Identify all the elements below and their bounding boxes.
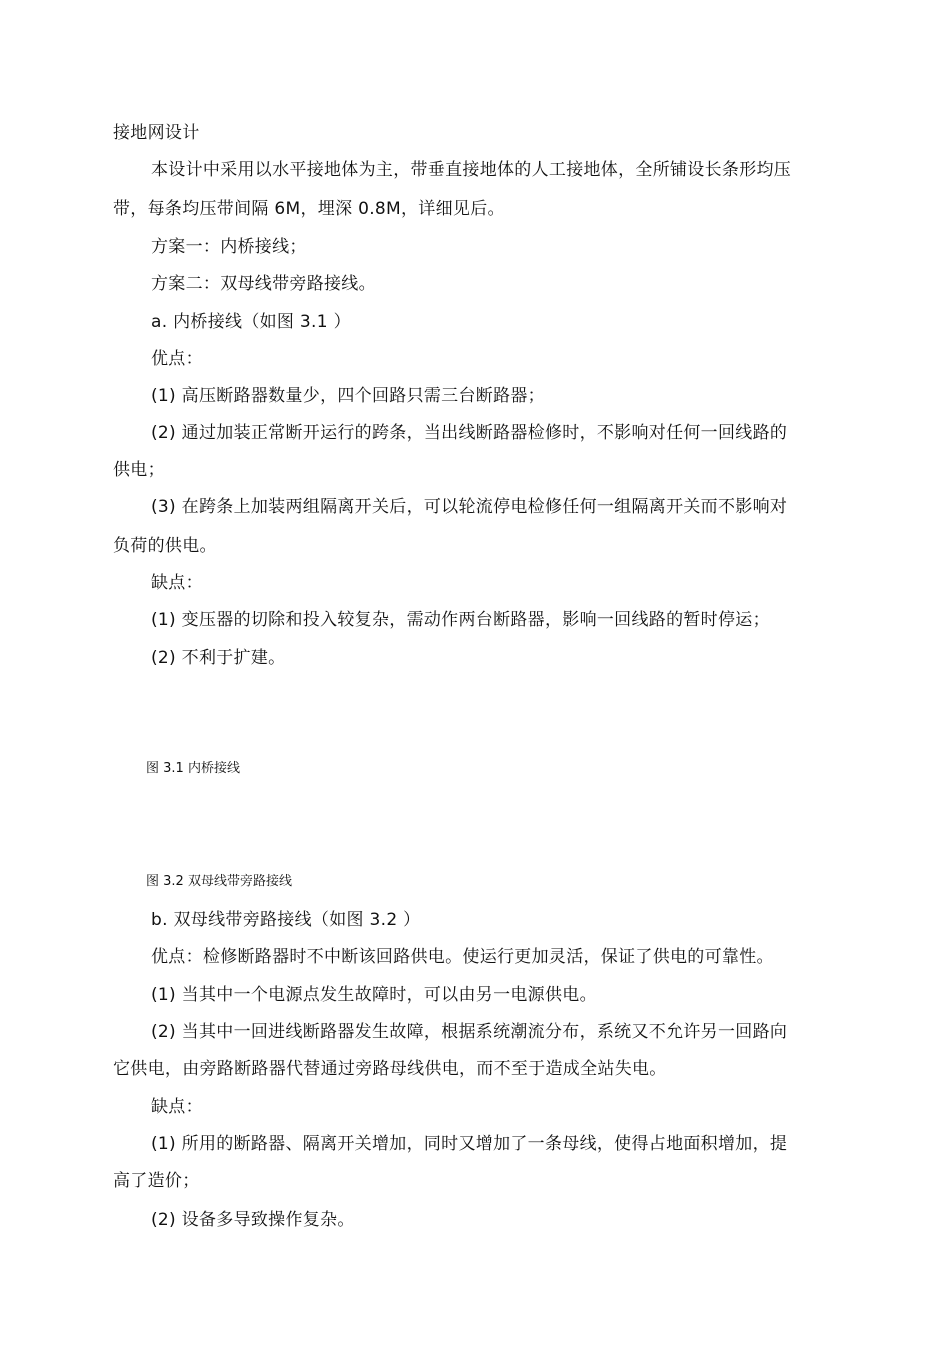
section-a-con-2: (2) 不利于扩建。 — [151, 648, 286, 668]
section-b-pros-line: 优点：检修断路器时不中断该回路供电。使运行更加灵活，保证了供电的可靠性。 — [151, 947, 774, 967]
section-heading: 接地网设计 — [113, 123, 200, 143]
section-a-pro-2-line-2: 供电； — [113, 460, 165, 480]
figure-3-2-caption: 图 3.2 双母线带旁路接线 — [146, 874, 292, 889]
section-b-pro-2-line-1: (2) 当其中一回进线断路器发生故障，根据系统潮流分布，系统又不允许另一回路向 — [151, 1022, 788, 1042]
section-b-pro-2-line-2: 它供电，由旁路断路器代替通过旁路母线供电，而不至于造成全站失电。 — [113, 1059, 667, 1079]
intro-paragraph-line-2: 带，每条均压带间隔 6M，埋深 0.8M，详细见后。 — [113, 199, 505, 219]
section-a-pro-3-line-1: (3) 在跨条上加装两组隔离开关后，可以轮流停电检修任何一组隔离开关而不影响对 — [151, 497, 788, 517]
section-b-con-1-line-1: (1) 所用的断路器、隔离开关增加，同时又增加了一条母线，使得占地面积增加，提 — [151, 1134, 788, 1154]
section-b-title: b. 双母线带旁路接线（如图 3.2 ） — [151, 910, 421, 930]
section-a-title: a. 内桥接线（如图 3.1 ） — [151, 312, 351, 332]
section-b-pro-1: (1) 当其中一个电源点发生故障时，可以由另一电源供电。 — [151, 985, 597, 1005]
section-a-pro-2-line-1: (2) 通过加装正常断开运行的跨条，当出线断路器检修时，不影响对任何一回线路的 — [151, 423, 788, 443]
section-a-pros-label: 优点： — [151, 349, 203, 369]
intro-paragraph-line-1: 本设计中采用以水平接地体为主，带垂直接地体的人工接地体，全所铺设长条形均压 — [151, 160, 792, 180]
section-a-con-1: (1) 变压器的切除和投入较复杂，需动作两台断路器，影响一回线路的暂时停运； — [151, 610, 770, 630]
plan-two: 方案二：双母线带旁路接线。 — [151, 274, 376, 294]
figure-3-1-caption: 图 3.1 内桥接线 — [146, 761, 240, 776]
section-b-con-2: (2) 设备多导致操作复杂。 — [151, 1210, 355, 1230]
section-b-con-1-line-2: 高了造价； — [113, 1171, 200, 1191]
section-b-cons-label: 缺点： — [151, 1097, 203, 1117]
section-a-pro-3-line-2: 负荷的供电。 — [113, 536, 217, 556]
section-a-pro-1: (1) 高压断路器数量少，四个回路只需三台断路器； — [151, 386, 545, 406]
plan-one: 方案一：内桥接线； — [151, 237, 307, 257]
section-a-cons-label: 缺点： — [151, 573, 203, 593]
